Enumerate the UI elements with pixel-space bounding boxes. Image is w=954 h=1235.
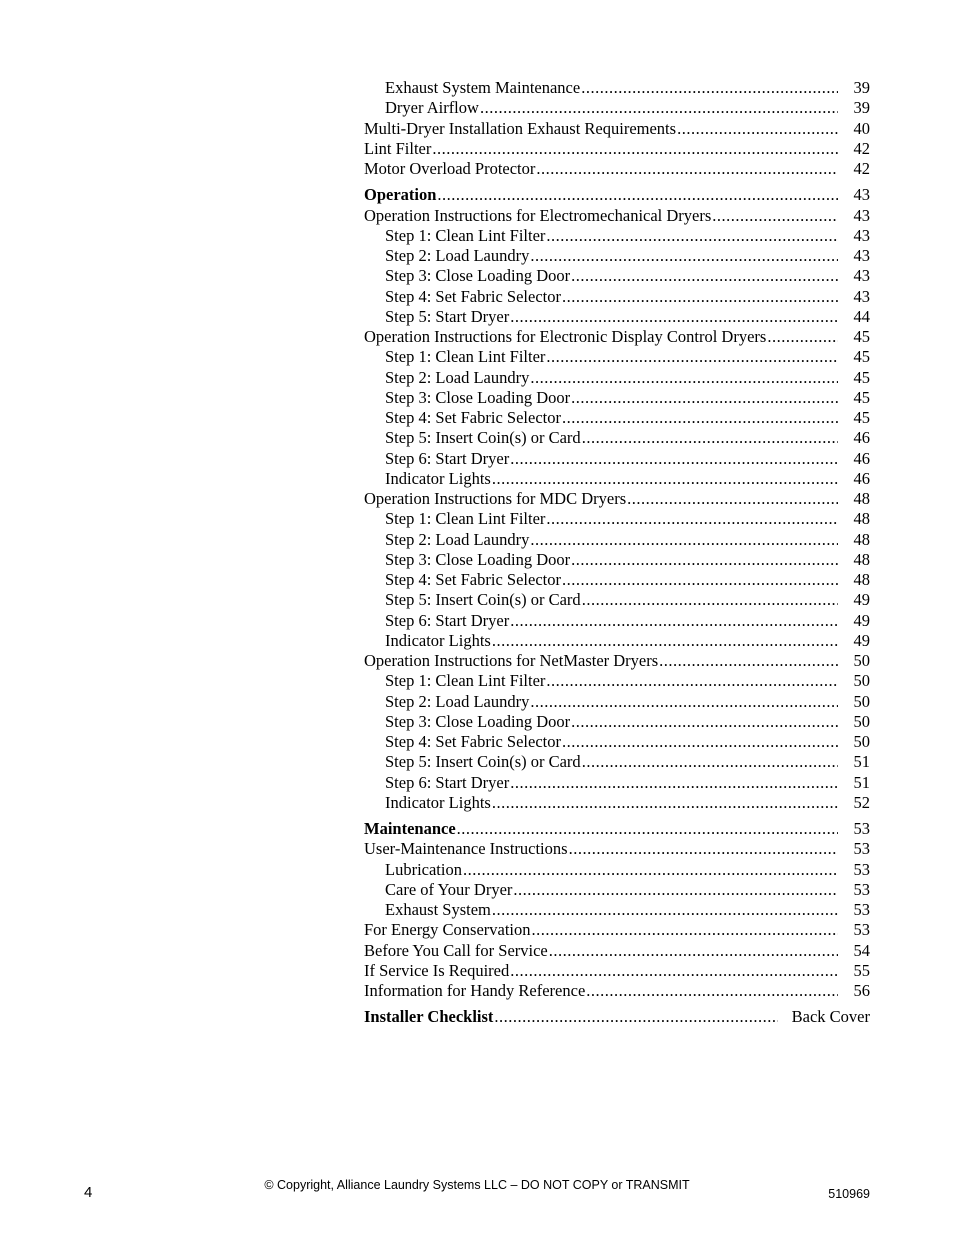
toc-entry[interactable] — [364, 732, 870, 752]
toc-dot-leader — [492, 631, 838, 651]
toc-entry[interactable] — [364, 550, 870, 570]
toc-entry[interactable] — [364, 570, 870, 590]
toc-dot-leader — [530, 246, 838, 266]
toc-dot-leader — [562, 732, 838, 752]
toc-entry-label: Step 4: Set Fabric Selector — [385, 408, 561, 427]
toc-entry-page: 43 — [853, 225, 870, 245]
toc-entry-label: Indicator Lights — [385, 630, 491, 650]
toc-entry-label: Indicator Lights — [385, 792, 491, 812]
toc-entry[interactable] — [364, 793, 870, 813]
toc-entry-page: 48 — [853, 549, 870, 569]
toc-dot-leader — [571, 266, 838, 286]
toc-entry-page: 51 — [853, 752, 870, 772]
toc-entry-page: 50 — [853, 732, 870, 751]
toc-entry-label: Operation Instructions for NetMaster Dryers — [364, 651, 659, 670]
toc-section-entry[interactable] — [364, 185, 870, 205]
toc-entry[interactable] — [364, 880, 870, 900]
toc-entry-label: For Energy Conservation — [364, 920, 531, 940]
toc-dot-leader — [532, 920, 838, 940]
toc-dot-leader — [571, 712, 838, 732]
toc-entry-label: Operation Instructions for MDC Dryers — [364, 489, 627, 508]
toc-entry-label: Maintenance — [364, 819, 456, 838]
toc-entry[interactable] — [364, 941, 870, 961]
toc-entry[interactable] — [364, 773, 870, 793]
toc-entry-label: Step 6: Start Dryer — [385, 448, 510, 468]
toc-entry[interactable] — [364, 159, 870, 179]
toc-entry-label: Operation — [364, 185, 437, 205]
toc-entry-page: 39 — [853, 78, 870, 97]
toc-entry[interactable] — [364, 449, 870, 469]
toc-entry[interactable] — [364, 347, 870, 367]
toc-dot-leader — [562, 287, 838, 307]
toc-entry[interactable] — [364, 900, 870, 920]
toc-entry[interactable] — [364, 530, 870, 550]
toc-entry-page: 50 — [853, 691, 870, 711]
toc-section-entry[interactable] — [364, 819, 870, 839]
toc-entry-page: 54 — [853, 940, 870, 960]
toc-entry-page: 43 — [853, 185, 870, 205]
toc-entry-label: Step 3: Close Loading Door — [385, 387, 571, 407]
table-of-contents — [364, 78, 870, 1028]
toc-entry[interactable] — [364, 671, 870, 691]
toc-entry-page: 44 — [853, 306, 870, 326]
toc-entry-page: 45 — [853, 347, 870, 367]
toc-entry-label: Step 3: Close Loading Door — [385, 711, 571, 731]
toc-entry-page: 50 — [853, 651, 870, 670]
toc-dot-leader — [627, 489, 838, 509]
toc-entry[interactable] — [364, 246, 870, 266]
toc-entry-label: Step 6: Start Dryer — [385, 772, 510, 792]
toc-entry[interactable] — [364, 489, 870, 509]
toc-dot-leader — [677, 119, 838, 139]
toc-entry-page: 45 — [853, 408, 870, 427]
toc-entry-page: 50 — [853, 711, 870, 731]
toc-dot-leader — [571, 550, 838, 570]
toc-entry-label: Operation Instructions for Electromechanical Dryers — [364, 205, 712, 225]
toc-entry-label: Step 2: Load Laundry — [385, 367, 530, 387]
toc-entry-page: 45 — [853, 367, 870, 387]
toc-entry-page: 56 — [853, 981, 870, 1000]
toc-entry[interactable] — [364, 388, 870, 408]
toc-entry-label: Step 4: Set Fabric Selector — [385, 286, 561, 306]
toc-entry-page: Back Cover — [791, 1007, 870, 1027]
toc-entry-label: Installer Checklist — [364, 1007, 494, 1027]
toc-entry-label: Step 4: Set Fabric Selector — [385, 570, 561, 589]
toc-entry-page: 42 — [853, 138, 870, 158]
toc-entry-page: 53 — [853, 819, 870, 838]
toc-entry-label: Exhaust System Maintenance — [385, 78, 581, 97]
toc-entry[interactable] — [364, 98, 870, 118]
toc-entry-page: 50 — [853, 671, 870, 691]
toc-entry-label: Motor Overload Protector — [364, 159, 536, 178]
toc-entry[interactable] — [364, 981, 870, 1001]
toc-dot-leader — [530, 530, 838, 550]
toc-section-entry[interactable] — [364, 1007, 870, 1027]
toc-entry[interactable] — [364, 509, 870, 529]
toc-entry[interactable] — [364, 961, 870, 981]
toc-dot-leader — [582, 590, 838, 610]
toc-entry-label: Information for Handy Reference — [364, 981, 586, 1000]
toc-dot-leader — [571, 388, 838, 408]
toc-dot-leader — [494, 1007, 777, 1027]
toc-dot-leader — [530, 368, 838, 388]
toc-entry-page: 55 — [853, 960, 870, 980]
toc-dot-leader — [582, 428, 838, 448]
toc-dot-leader — [546, 671, 838, 691]
toc-entry-page: 51 — [853, 772, 870, 792]
toc-entry[interactable] — [364, 611, 870, 631]
toc-entry[interactable] — [364, 78, 870, 98]
toc-entry-label: Step 3: Close Loading Door — [385, 549, 571, 569]
toc-entry-label: Step 5: Start Dryer — [385, 306, 510, 326]
toc-entry[interactable] — [364, 692, 870, 712]
toc-dot-leader — [492, 900, 838, 920]
toc-entry[interactable] — [364, 307, 870, 327]
copyright-notice: © Copyright, Alliance Laundry Systems LLC – DO NOT COPY or TRANSMIT — [264, 1178, 690, 1192]
toc-entry-page: 46 — [853, 428, 870, 448]
toc-dot-leader — [492, 469, 838, 489]
toc-entry[interactable] — [364, 712, 870, 732]
toc-dot-leader — [569, 839, 838, 859]
toc-dot-leader — [510, 773, 838, 793]
toc-dot-leader — [712, 206, 838, 226]
toc-entry-label: Step 1: Clean Lint Filter — [385, 671, 546, 691]
toc-entry-label: Step 2: Load Laundry — [385, 691, 530, 711]
toc-entry-page: 43 — [853, 266, 870, 286]
toc-entry-label: Step 1: Clean Lint Filter — [385, 509, 546, 529]
toc-entry-label: User-Maintenance Instructions — [364, 839, 568, 859]
toc-dot-leader — [562, 408, 838, 428]
toc-entry-page: 49 — [853, 630, 870, 650]
toc-entry-page: 46 — [853, 448, 870, 468]
toc-dot-leader — [582, 752, 838, 772]
toc-dot-leader — [463, 860, 838, 880]
toc-dot-leader — [510, 307, 838, 327]
toc-entry-label: Dryer Airflow — [385, 98, 479, 118]
toc-dot-leader — [510, 611, 838, 631]
toc-dot-leader — [562, 570, 838, 590]
toc-entry-page: 49 — [853, 590, 870, 610]
toc-entry-label: Step 1: Clean Lint Filter — [385, 225, 546, 245]
toc-entry[interactable] — [364, 860, 870, 880]
toc-entry-label: Before You Call for Service — [364, 940, 548, 960]
toc-dot-leader — [510, 961, 838, 981]
toc-entry[interactable] — [364, 327, 870, 347]
toc-entry-page: 45 — [853, 327, 870, 346]
toc-dot-leader — [432, 139, 838, 159]
toc-entry-page: 40 — [853, 118, 870, 138]
toc-entry-label: Step 2: Load Laundry — [385, 529, 530, 549]
toc-entry-page: 48 — [853, 509, 870, 529]
toc-entry-label: Step 1: Clean Lint Filter — [385, 347, 546, 367]
toc-entry-label: Step 5: Insert Coin(s) or Card — [385, 590, 581, 610]
toc-dot-leader — [581, 78, 838, 98]
toc-entry-page: 43 — [853, 286, 870, 306]
toc-entry[interactable] — [364, 590, 870, 610]
toc-entry-label: Step 3: Close Loading Door — [385, 266, 571, 286]
toc-dot-leader — [546, 347, 838, 367]
toc-entry-page: 53 — [853, 879, 870, 899]
toc-entry-label: Indicator Lights — [385, 468, 491, 488]
toc-entry-label: Step 5: Insert Coin(s) or Card — [385, 752, 581, 772]
toc-entry-page: 53 — [853, 839, 870, 859]
toc-entry-label: Lint Filter — [364, 138, 432, 158]
toc-entry-page: 39 — [853, 98, 870, 118]
toc-dot-leader — [659, 651, 838, 671]
toc-entry[interactable] — [364, 408, 870, 428]
toc-entry-page: 46 — [853, 468, 870, 488]
toc-dot-leader — [767, 327, 838, 347]
toc-dot-leader — [546, 509, 838, 529]
toc-entry-label: Exhaust System — [385, 900, 491, 919]
toc-dot-leader — [530, 692, 838, 712]
toc-entry[interactable] — [364, 631, 870, 651]
toc-entry-label: Step 5: Insert Coin(s) or Card — [385, 428, 581, 448]
toc-dot-leader — [510, 449, 838, 469]
toc-entry-label: Care of Your Dryer — [385, 879, 513, 899]
toc-dot-leader — [492, 793, 838, 813]
toc-entry[interactable] — [364, 119, 870, 139]
toc-entry-label: Multi-Dryer Installation Exhaust Requirements — [364, 118, 677, 138]
toc-entry-page: 53 — [853, 859, 870, 879]
toc-entry-page: 48 — [853, 489, 870, 508]
document-number: 510969 — [828, 1187, 870, 1201]
toc-entry-label: Operation Instructions for Electronic Display Control Dryers — [364, 327, 767, 346]
toc-entry-page: 52 — [853, 792, 870, 812]
toc-entry[interactable] — [364, 287, 870, 307]
toc-entry[interactable] — [364, 206, 870, 226]
toc-entry[interactable] — [364, 752, 870, 772]
toc-entry-label: Lubrication — [385, 859, 462, 879]
toc-entry-page: 49 — [853, 610, 870, 630]
toc-entry-page: 53 — [853, 920, 870, 940]
toc-entry-page: 53 — [853, 900, 870, 919]
toc-dot-leader — [549, 941, 838, 961]
toc-entry-label: Step 2: Load Laundry — [385, 246, 530, 265]
toc-entry-label: If Service Is Required — [364, 960, 510, 980]
toc-dot-leader — [457, 819, 838, 839]
toc-entry[interactable] — [364, 139, 870, 159]
toc-entry[interactable] — [364, 428, 870, 448]
toc-entry-page: 42 — [853, 159, 870, 178]
toc-entry[interactable] — [364, 469, 870, 489]
toc-dot-leader — [546, 226, 838, 246]
toc-entry-page: 43 — [853, 205, 870, 225]
toc-entry[interactable] — [364, 651, 870, 671]
toc-entry[interactable] — [364, 920, 870, 940]
toc-entry-page: 48 — [853, 570, 870, 589]
toc-dot-leader — [536, 159, 838, 179]
toc-entry[interactable] — [364, 266, 870, 286]
toc-entry[interactable] — [364, 226, 870, 246]
page-number: 4 — [84, 1184, 93, 1201]
toc-entry-label: Step 4: Set Fabric Selector — [385, 732, 561, 751]
toc-entry[interactable] — [364, 368, 870, 388]
toc-dot-leader — [480, 98, 838, 118]
toc-dot-leader — [586, 981, 838, 1001]
toc-entry-page: 48 — [853, 529, 870, 549]
toc-entry-page: 45 — [853, 387, 870, 407]
toc-entry-page: 43 — [853, 246, 870, 265]
toc-entry[interactable] — [364, 839, 870, 859]
toc-dot-leader — [437, 185, 838, 205]
toc-dot-leader — [513, 880, 838, 900]
toc-entry-label: Step 6: Start Dryer — [385, 610, 510, 630]
